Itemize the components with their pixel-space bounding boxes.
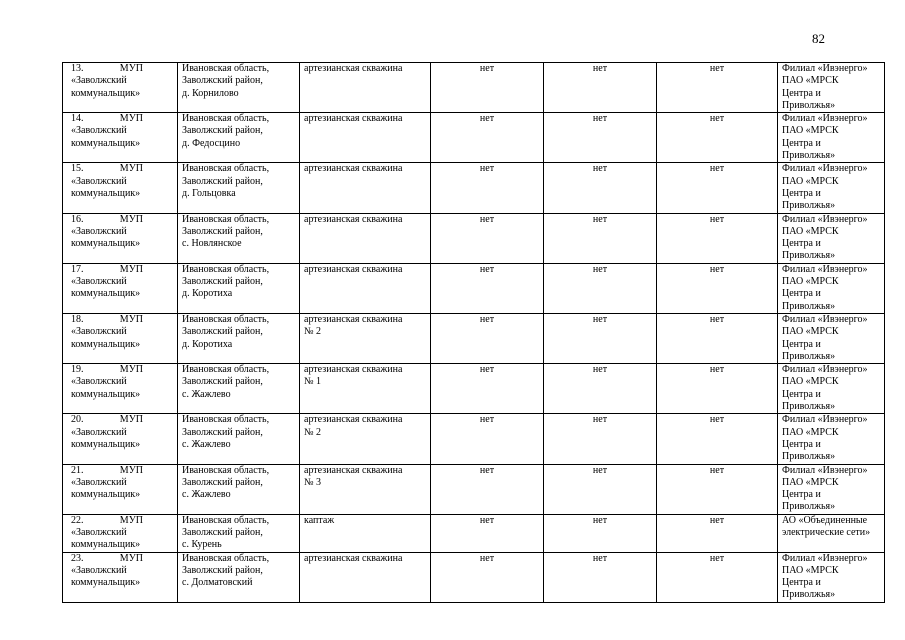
table-body [63, 63, 885, 603]
value-cell-3: нет [657, 364, 778, 414]
source-type-cell: артезианская скважина № 2 [300, 313, 431, 363]
table-row [63, 552, 885, 602]
row-number: 14. [71, 113, 84, 125]
address-cell: Ивановская область, Заволжский район, д. Коротиха [178, 263, 300, 313]
source-type-cell: артезианская скважина [300, 213, 431, 263]
organization-name: «Заволжский коммунальщик» [71, 276, 141, 300]
row-number: 17. [71, 263, 84, 275]
organization-name: «Заволжский коммунальщик» [71, 426, 141, 450]
organization-form: МУП [119, 514, 143, 526]
row-number: 20. [71, 414, 84, 426]
organization-name: «Заволжский коммунальщик» [71, 564, 141, 589]
water-sources-table [62, 62, 885, 603]
value-cell-2: нет [544, 364, 657, 414]
value-cell-3: нет [657, 514, 778, 552]
source-type-cell: каптаж [300, 514, 431, 552]
organization-cell [63, 213, 178, 263]
value-cell-3: нет [657, 464, 778, 514]
value-cell-2: нет [544, 464, 657, 514]
organization-name: «Заволжский коммунальщик» [71, 225, 141, 250]
organization-cell [63, 163, 178, 213]
organization-form: МУП [119, 313, 143, 325]
source-type-cell: артезианская скважина [300, 113, 431, 163]
table-row [63, 414, 885, 464]
power-supplier-cell: Филиал «Ивэнерго» ПАО «МРСК Центра и Приволжья» [778, 63, 885, 113]
value-cell-3: нет [657, 63, 778, 113]
power-supplier-cell: АО «Объединенные электрические сети» [778, 514, 885, 552]
source-type-cell: артезианская скважина [300, 163, 431, 213]
value-cell-3: нет [657, 414, 778, 464]
organization-name: «Заволжский коммунальщик» [71, 326, 141, 350]
value-cell-1: нет [431, 163, 544, 213]
value-cell-1: нет [431, 552, 544, 602]
value-cell-2: нет [544, 263, 657, 313]
organization-form: МУП [119, 263, 143, 275]
value-cell-2: нет [544, 414, 657, 464]
power-supplier-cell: Филиал «Ивэнерго» ПАО «МРСК Центра и Приволжья» [778, 213, 885, 263]
table-row [63, 514, 885, 552]
table-row [63, 213, 885, 263]
value-cell-1: нет [431, 113, 544, 163]
address-cell: Ивановская область, Заволжский район, с. Жажлево [178, 414, 300, 464]
power-supplier-cell: Филиал «Ивэнерго» ПАО «МРСК Центра и Приволжья» [778, 163, 885, 213]
organization-name: «Заволжский коммунальщик» [71, 125, 141, 149]
address-cell: Ивановская область, Заволжский район, д. Федосцино [178, 113, 300, 163]
table-row [63, 263, 885, 313]
organization-cell [63, 414, 178, 464]
row-number: 18. [71, 313, 84, 325]
value-cell-1: нет [431, 514, 544, 552]
table-row [63, 63, 885, 113]
address-cell: Ивановская область, Заволжский район, д. Корнилово [178, 63, 300, 113]
organization-name: «Заволжский коммунальщик» [71, 175, 141, 199]
value-cell-2: нет [544, 213, 657, 263]
address-cell: Ивановская область, Заволжский район, с. Курень [178, 514, 300, 552]
source-type-cell: артезианская скважина [300, 263, 431, 313]
organization-cell [63, 514, 178, 552]
value-cell-3: нет [657, 313, 778, 363]
table-row [63, 113, 885, 163]
address-cell: Ивановская область, Заволжский район, с. Жажлево [178, 364, 300, 414]
organization-form: МУП [119, 464, 143, 476]
value-cell-1: нет [431, 464, 544, 514]
address-cell: Ивановская область, Заволжский район, д. Гольцовка [178, 163, 300, 213]
row-number: 15. [71, 163, 84, 175]
value-cell-2: нет [544, 163, 657, 213]
value-cell-3: нет [657, 163, 778, 213]
value-cell-2: нет [544, 313, 657, 363]
organization-cell [63, 364, 178, 414]
power-supplier-cell: Филиал «Ивэнерго» ПАО «МРСК Центра и Приволжья» [778, 464, 885, 514]
power-supplier-cell: Филиал «Ивэнерго» ПАО «МРСК Центра и Приволжья» [778, 364, 885, 414]
value-cell-1: нет [431, 263, 544, 313]
value-cell-1: нет [431, 313, 544, 363]
address-cell: Ивановская область, Заволжский район, с. Долматовский [178, 552, 300, 602]
value-cell-3: нет [657, 213, 778, 263]
organization-form: МУП [119, 364, 143, 376]
address-cell: Ивановская область, Заволжский район, с. Новлянское [178, 213, 300, 263]
table-row [63, 163, 885, 213]
power-supplier-cell: Филиал «Ивэнерго» ПАО «МРСК Центра и Приволжья» [778, 414, 885, 464]
power-supplier-cell: Филиал «Ивэнерго» ПАО «МРСК Центра и Приволжья» [778, 313, 885, 363]
organization-form: МУП [119, 552, 143, 564]
row-number: 13. [71, 63, 84, 74]
row-number: 16. [71, 213, 84, 225]
organization-cell [63, 313, 178, 363]
value-cell-3: нет [657, 113, 778, 163]
power-supplier-cell: Филиал «Ивэнерго» ПАО «МРСК Центра и Приволжья» [778, 113, 885, 163]
source-type-cell: артезианская скважина [300, 63, 431, 113]
source-type-cell: артезианская скважина № 1 [300, 364, 431, 414]
value-cell-3: нет [657, 552, 778, 602]
value-cell-2: нет [544, 113, 657, 163]
value-cell-2: нет [544, 552, 657, 602]
organization-name: «Заволжский коммунальщик» [71, 476, 141, 501]
organization-name: «Заволжский коммунальщик» [71, 526, 141, 551]
value-cell-3: нет [657, 263, 778, 313]
power-supplier-cell: Филиал «Ивэнерго» ПАО «МРСК Центра и Приволжья» [778, 552, 885, 602]
table-row [63, 364, 885, 414]
row-number: 21. [71, 464, 84, 476]
value-cell-1: нет [431, 364, 544, 414]
value-cell-1: нет [431, 213, 544, 263]
organization-cell [63, 113, 178, 163]
source-type-cell: артезианская скважина № 2 [300, 414, 431, 464]
source-type-cell: артезианская скважина № 3 [300, 464, 431, 514]
organization-name: «Заволжский коммунальщик» [71, 75, 141, 99]
row-number: 19. [71, 364, 84, 376]
organization-cell [63, 464, 178, 514]
power-supplier-cell: Филиал «Ивэнерго» ПАО «МРСК Центра и Приволжья» [778, 263, 885, 313]
organization-cell [63, 552, 178, 602]
organization-form: МУП [119, 113, 143, 125]
row-number: 22. [71, 514, 84, 526]
organization-form: МУП [119, 414, 143, 426]
organization-form: МУП [119, 63, 143, 74]
table-row [63, 464, 885, 514]
organization-form: МУП [119, 163, 143, 175]
address-cell: Ивановская область, Заволжский район, д. Коротиха [178, 313, 300, 363]
organization-cell [63, 263, 178, 313]
value-cell-1: нет [431, 414, 544, 464]
address-cell: Ивановская область, Заволжский район, с. Жажлево [178, 464, 300, 514]
value-cell-2: нет [544, 514, 657, 552]
organization-cell [63, 63, 178, 113]
source-type-cell: артезианская скважина [300, 552, 431, 602]
organization-form: МУП [119, 213, 143, 225]
row-number: 23. [71, 552, 84, 564]
table-row [63, 313, 885, 363]
value-cell-2: нет [544, 63, 657, 113]
organization-name: «Заволжский коммунальщик» [71, 376, 141, 400]
page-number: 82 [812, 31, 825, 46]
value-cell-1: нет [431, 63, 544, 113]
